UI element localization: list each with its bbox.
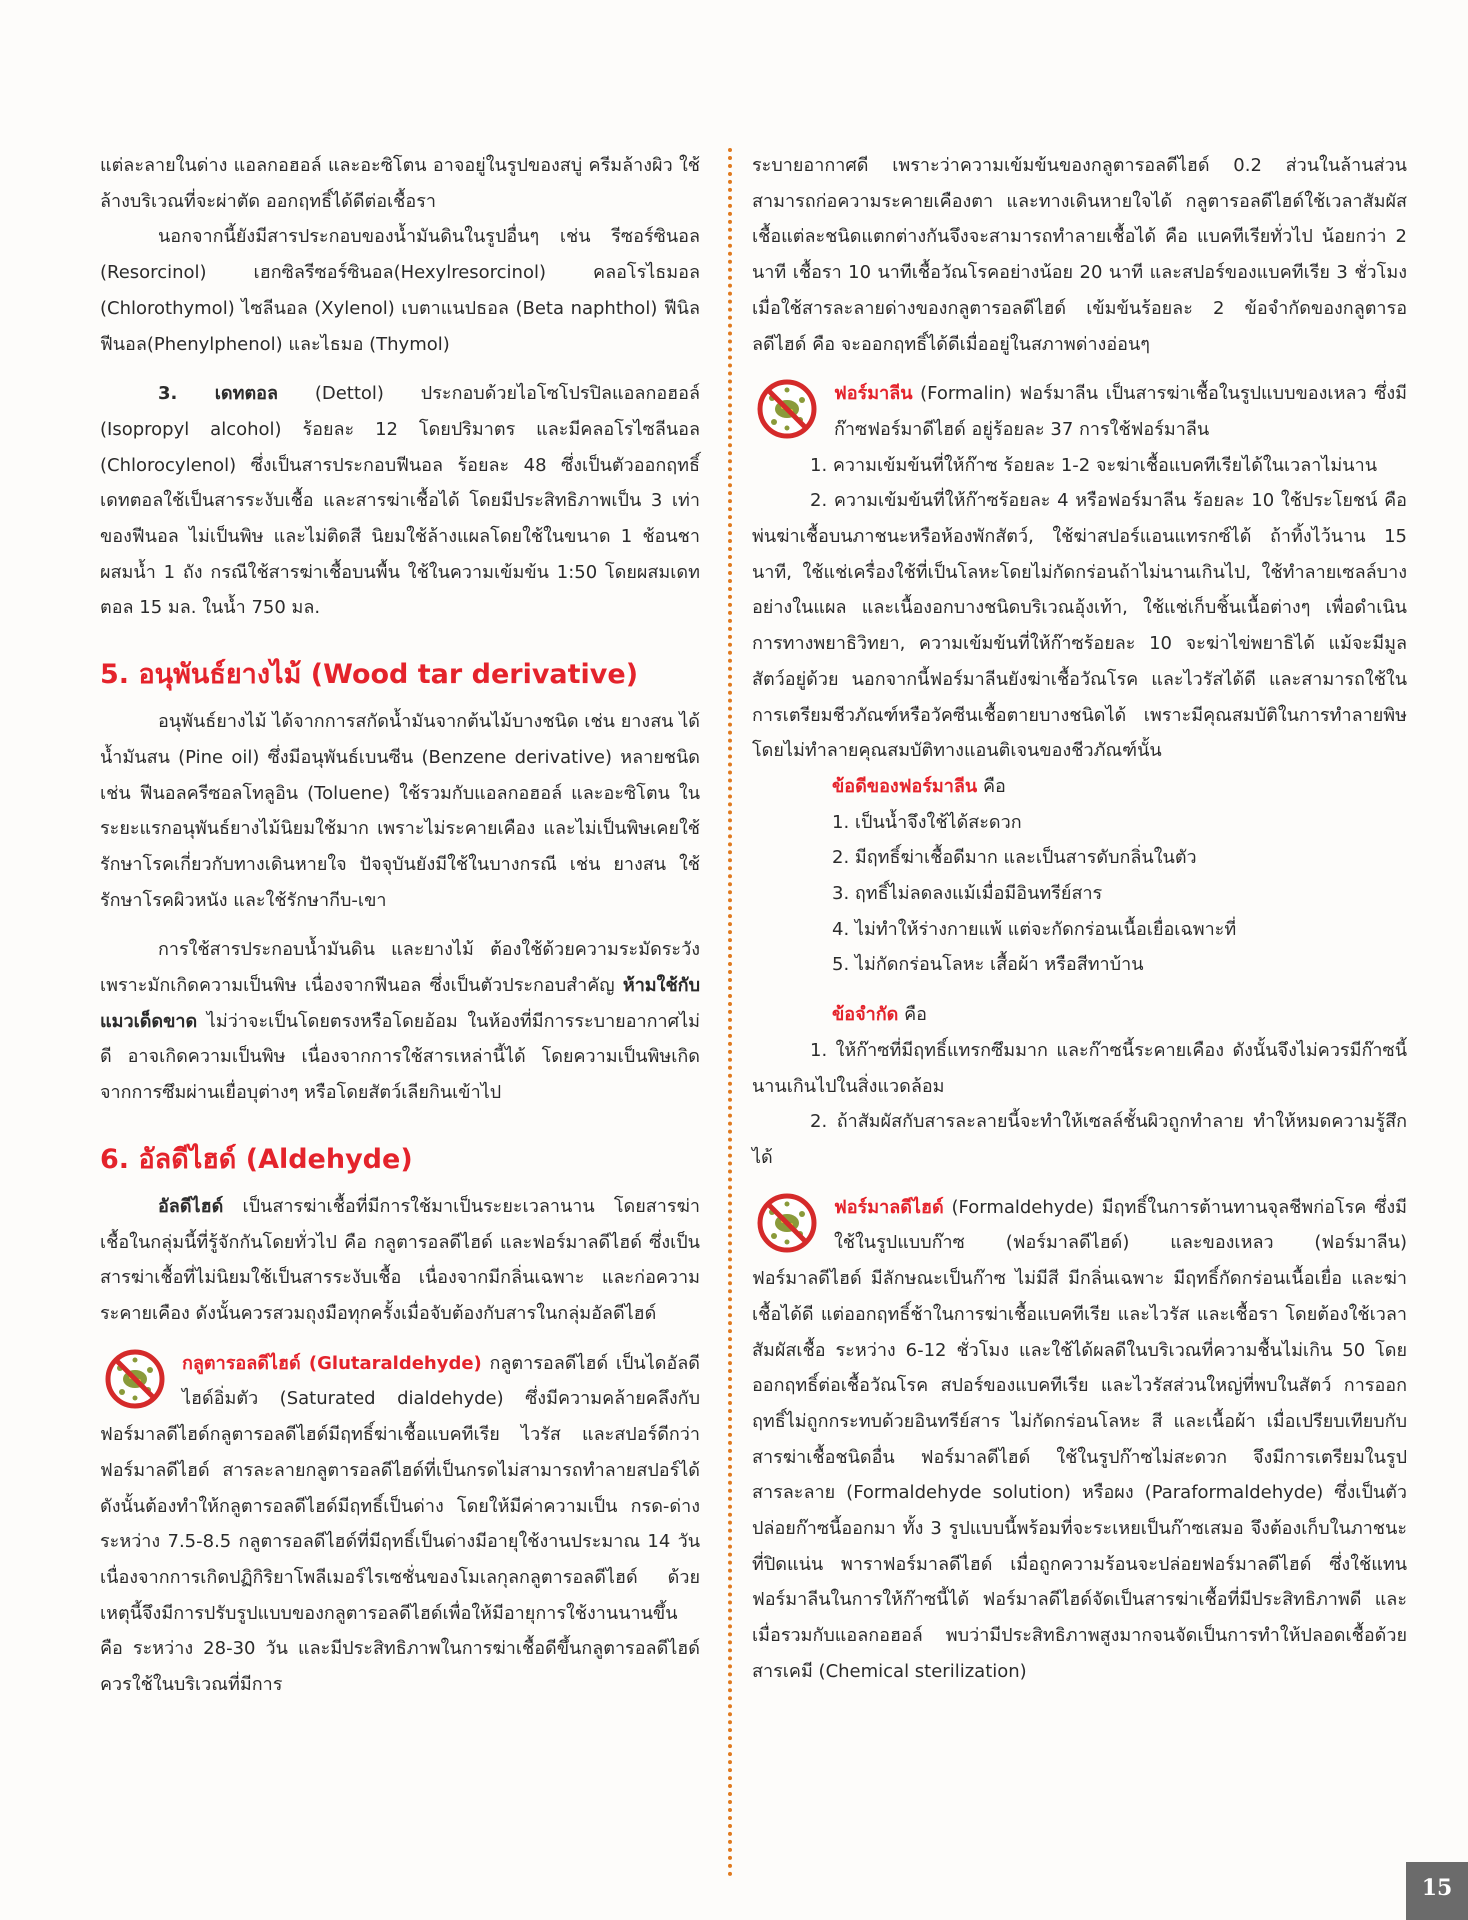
left-column bbox=[100, 148, 700, 1703]
list-item: 2. ถ้าสัมผัสกับสารละลายนี้จะทำให้เซลล์ชั้นผิวถูกทำลาย ทำให้หมดความรู้สึกได้ bbox=[752, 1111, 1407, 1168]
paragraph-warning: การใช้สารประกอบน้ำมันดิน และยางไม้ ต้องใช้ด้วยความระมัดระวัง เพราะมักเกิดความเป็นพิษ เนื่องจากฟีนอล ซึ่งเป็นตัวประกอบสำคัญ ห้ามใช้กับแมวเด็ดขาด ไม่ว่าจะเป็นโดยตรงหรือโดยอ้อม ในห้องที่มีการระบายอากาศไม่ดี อาจเกิดความเป็นพิษ เนื่องจากการใช้สารเหล่านี้ได้ โดยความเป็นพิษเกิดจากการซึมผ่านเยื่อบุต่างๆ หรือโดยสัตว์เลียกินเข้าไป bbox=[100, 939, 700, 1104]
paragraph-glutaraldehyde: กลูตารอลดีไฮด์ (Glutaraldehyde) กลูตารอลดีไฮด์ เป็นไดอัลดีไฮด์อิ่มตัว (Saturated dialdehyde) ซึ่งมีความคล้ายคลึงกับฟอร์มาลดีไฮด์กลูตารอลดีไฮด์มีฤทธิ์ฆ่าเชื้อแบคทีเรีย ไวรัส และสปอร์ดีกว่าฟอร์มาลดีไฮด์ สารละลายกลูตารอลดีไฮด์ที่เป็นกรดไม่สามารถทำลายสปอร์ได้ ดังนั้นต้องทำให้กลูตารอลดีไฮด์มีฤทธิ์เป็นด่าง โดยให้มีค่าความเป็น กรด-ด่าง ระหว่าง 7.5-8.5 กลูตารอลดีไฮด์ที่มีฤทธิ์เป็นด่างมีอายุใช้งานประมาณ 14 วัน เนื่องจากการเกิดปฏิกิริยาโพลีเมอร์ไรเซชั่นของโมเลกุลกลูตารอลดีไฮด์ ด้วยเหตุนี้จึงมีการปรับรูปแบบของกลูตารอลดีไฮด์เพื่อให้มีอายุการใช้งานนานขึ้น คือ ระหว่าง 28-30 วัน และมีประสิทธิภาพในการฆ่าเชื้อดีขึ้นกลูตารอลดีไฮด์ควรใช้ในบริเวณที่มีการ bbox=[100, 1352, 700, 1696]
formalin-title: ฟอร์มาลีน bbox=[834, 383, 913, 405]
formaldehyde-block bbox=[752, 1190, 1407, 1690]
list-item: 2. ความเข้มข้นที่ให้ก๊าซร้อยละ 4 หรือฟอร์มาลีน ร้อยละ 10 ใช้ประโยชน์ คือ พ่นฆ่าเชื้อบนภาชนะหรือห้องพักสัตว์, ใช้ฆ่าสปอร์แอนแทรกซ์ได้ ถ้าทิ้งไว้นาน 15 นาที, ใช้แช่เครื่องใช้ที่เป็นโลหะโดยไม่กัดกร่อนถ้าไม่นานเกินไป, ใช้ทำลายเซลล์บางอย่างในแผล และเนื้องอกบางชนิดบริเวณอุ้งเท้า, ใช้แช่เก็บชิ้นเนื้อต่างๆ เพื่อดำเนินการทางพยาธิวิทยา, ความเข้มข้นที่ให้ก๊าซร้อยละ 10 จะฆ่าไข่พยาธิได้ แม้จะมีมูลสัตว์อยู่ด้วย นอกจากนี้ฟอร์มาลีนยังฆ่าเชื้อวัณโรค และไวรัสได้ดี และสามารถใช้ในการเตรียมชีวภัณฑ์หรือวัคซีนเชื้อตายบางชนิดได้ เพราะมีคุณสมบัติในการทำลายพิษ โดยไม่ทำลายคุณสมบัติทางแอนติเจนของชีวภัณฑ์นั้น bbox=[752, 490, 1407, 762]
right-column bbox=[752, 148, 1407, 1690]
list-item: 3. ฤทธิ์ไม่ลดลงแม้เมื่อมีอินทรีย์สาร bbox=[832, 883, 1103, 905]
page-number: 15 bbox=[1406, 1862, 1468, 1920]
formaldehyde-title: ฟอร์มาลดีไฮด์ bbox=[834, 1196, 944, 1218]
paragraph: ระบายอากาศดี เพราะว่าความเข้มข้นของกลูตารอลดีไฮด์ 0.2 ส่วนในล้านส่วน สามารถก่อความระคายเคืองตา และทางเดินหายใจได้ กลูตารอลดีไฮด์ใช้เวลาสัมผัสเชื้อแต่ละชนิดแตกต่างกันจึงจะสามารถทำลายเชื้อได้ คือ แบคทีเรียทั่วไป น้อยกว่า 2 นาที เชื้อรา 10 นาทีเชื้อวัณโรคอย่างน้อย 20 นาที และสปอร์ของแบคทีเรีย 3 ชั่วโมง เมื่อใช้สารละลายด่างของกลูตารอลดีไฮด์ เข้มข้นร้อยละ 2 ข้อจำกัดของกลูตารอลดีไฮด์ คือ จะออกฤทธิ์ได้ดีเมื่ออยู่ในสภาพด่างอ่อนๆ bbox=[752, 155, 1407, 355]
paragraph-aldehyde: อัลดีไฮด์ เป็นสารฆ่าเชื้อที่มีการใช้มาเป็นระยะเวลานาน โดยสารฆ่าเชื้อในกลุ่มนี้ที่รู้จักกันโดยทั่วไป คือ กลูตารอลดีไฮด์ และฟอร์มาลดีไฮด์ ซึ่งเป็นสารฆ่าเชื้อที่ไม่นิยมใช้เป็นสารระงับเชื้อ เนื่องจากมีกลิ่นเฉพาะ และก่อความระคายเคือง ดังนั้นควรสวมถุงมือทุกครั้งเมื่อจับต้องกับสารในกลุ่มอัลดีไฮด์ bbox=[100, 1195, 700, 1324]
list-item: 4. ไม่ทำให้ร่างกายแพ้ แต่จะกัดกร่อนเนื้อเยื่อเฉพาะที่ bbox=[832, 918, 1237, 940]
paragraph-formaldehyde: ฟอร์มาลดีไฮด์ (Formaldehyde) มีฤทธิ์ในการต้านทานจุลชีพก่อโรค ซึ่งมีใช้ในรูปแบบก๊าซ (ฟอร์มาลดีไฮด์) และของเหลว (ฟอร์มาลีน) ฟอร์มาลดีไฮด์ มีลักษณะเป็นก๊าซ ไม่มีสี มีกลิ่นเฉพาะ มีฤทธิ์กัดกร่อนเนื้อเยื่อ และฆ่าเชื้อได้ดี แต่ออกฤทธิ์ช้าในการฆ่าเชื้อแบคทีเรีย และไวรัส และเชื้อรา โดยต้องใช้เวลาสัมผัสเชื้อ ระหว่าง 6-12 ชั่วโมง และใช้ได้ผลดีในบริเวณที่ความชื้นไม่เกิน 50 โดยออกฤทธิ์ต่อเชื้อวัณโรค สปอร์ของแบคทีเรีย และไวรัสส่วนใหญ่ที่พบในสัตว์ การออกฤทธิ์ไม่ถูกกระทบด้วยอินทรีย์สาร ไม่กัดกร่อนโลหะ สี และเนื้อผ้า เมื่อเปรียบเทียบกับสารฆ่าเชื้อชนิดอื่น ฟอร์มาลดีไฮด์ ใช้ในรูปก๊าซไม่สะดวก จึงมีการเตรียมในรูปสารละลาย (Formaldehyde solution) หรือผง (Paraformaldehyde) ซึ่งเป็นตัวปล่อยก๊าซนี้ออกมา ทั้ง 3 รูปแบบนี้พร้อมที่จะระเหยเป็นก๊าซเสมอ จึงต้องเก็บในภาชนะที่ปิดแน่น พาราฟอร์มาลดีไฮด์ เมื่อถูกความร้อนจะปล่อยฟอร์มาลดีไฮด์ ซึ่งใช้แทนฟอร์มาลีนในการให้ก๊าซนี้ได้ ฟอร์มาลดีไฮด์จัดเป็นสารฆ่าเชื้อที่มีประสิทธิภาพดี และเมื่อรวมกับแอลกอฮอล์ พบว่ามีประสิทธิภาพสูงมากจนจัดเป็นการทำให้ปลอดเชื้อด้วยสารเคมี (Chemical sterilization) bbox=[752, 1196, 1407, 1682]
glutaraldehyde-block bbox=[100, 1346, 700, 1703]
warning-text: ห้ามใช้กับแมวเด็ดขาด bbox=[100, 975, 700, 1032]
no-germ-icon bbox=[100, 1346, 176, 1412]
section-heading-6: 6. อัลดีไฮด์ (Aldehyde) bbox=[100, 1143, 413, 1175]
paragraph: อนุพันธ์ยางไม้ ได้จากการสกัดน้ำมันจากต้นไม้บางชนิด เช่น ยางสน ได้น้ำมันสน (Pine oil) ซึ่งมีอนุพันธ์เบนซีน (Benzene derivative) หลายชนิด เช่น ฟีนอลครีซอลโทลูอิน (Toluene) ใช้รวมกับแอลกอฮอล์ และอะซิโตน ในระยะแรกอนุพันธ์ยางไม้นิยมใช้มาก เพราะไม่ระคายเคือง และไม่เป็นพิษเคยใช้รักษาโรคเกี่ยวกับทางเดินหายใจ ปัจจุบันยังมีใช้ในบางกรณี เช่น ยางสน ใช้รักษาโรคผิวหนัง และใช้รักษากีบ-เขา bbox=[100, 711, 700, 911]
column-divider bbox=[728, 148, 732, 1878]
no-germ-icon bbox=[752, 376, 828, 442]
limitations-heading: ข้อจำกัด คือ bbox=[832, 1004, 927, 1026]
paragraph-formalin: ฟอร์มาลีน (Formalin) ฟอร์มาลีน เป็นสารฆ่าเชื้อในรูปแบบของเหลว ซึ่งมีก๊าซฟอร์มาดีไฮด์ อยู่ร้อยละ 37 การใช้ฟอร์มาลีน bbox=[834, 383, 1407, 440]
list-item: 1. ความเข้มข้นที่ให้ก๊าซ ร้อยละ 1-2 จะฆ่าเชื้อแบคทีเรียได้ในเวลาไม่นาน bbox=[810, 454, 1378, 476]
no-germ-icon bbox=[752, 1190, 828, 1256]
dettol-heading: 3. เดทตอล bbox=[158, 383, 278, 405]
paragraph: นอกจากนี้ยังมีสารประกอบของน้ำมันดินในรูปอื่นๆ เช่น รีซอร์ซินอล (Resorcinol) เฮกซิลรีซอร์ซินอล(Hexylresorcinol) คลอโรไธมอล (Chlorothymol) ไซลีนอล (Xylenol) เบตาแนปธอล (Beta naphthol) ฟีนิลฟีนอล(Phenylphenol) และไธมอ (Thymol) bbox=[100, 226, 700, 355]
list-item: 2. มีฤทธิ์ฆ่าเชื้อดีมาก และเป็นสารดับกลิ่นในตัว bbox=[832, 847, 1197, 869]
list-item: 5. ไม่กัดกร่อนโลหะ เสื้อผ้า หรือสีทาบ้าน bbox=[832, 954, 1144, 976]
paragraph: แต่ละลายในด่าง แอลกอฮอล์ และอะซิโตน อาจอยู่ในรูปของสบู่ ครีมล้างผิว ใช้ล้างบริเวณที่จะผ่าตัด ออกฤทธิ์ได้ดีต่อเชื้อรา bbox=[100, 155, 700, 212]
list-item: 1. เป็นน้ำจึงใช้ได้สะดวก bbox=[832, 811, 1022, 833]
formalin-block bbox=[752, 376, 1407, 447]
paragraph-dettol: 3. เดทตอล (Dettol) ประกอบด้วยไอโซโปรปิลแอลกอฮอล์ (Isopropyl alcohol) ร้อยละ 12 โดยปริมาตร และมีคลอโรไซลีนอล (Chlorocylenol) ซึ่งเป็นสารประกอบฟีนอล ร้อยละ 48 ซึ่งเป็นตัวออกฤทธิ์ เดทตอลใช้เป็นสารระงับเชื้อ และสารฆ่าเชื้อได้ โดยมีประสิทธิภาพเป็น 3 เท่าของฟีนอล ไม่เป็นพิษ และไม่ติดสี นิยมใช้ล้างแผลโดยใช้ในขนาด 1 ช้อนชาผสมน้ำ 1 ถัง กรณีใช้สารฆ่าเชื้อบนพื้น ใช้ในความเข้มข้น 1:50 โดยผสมเดทตอล 15 มล. ในน้ำ 750 มล. bbox=[100, 383, 700, 619]
glutaraldehyde-title: กลูตารอลดีไฮด์ (Glutaraldehyde) bbox=[182, 1352, 482, 1374]
section-heading-5: 5. อนุพันธ์ยางไม้ (Wood tar derivative) bbox=[100, 659, 639, 691]
advantages-heading: ข้อดีของฟอร์มาลีน คือ bbox=[832, 775, 1006, 797]
list-item: 1. ให้ก๊าซที่มีฤทธิ์แทรกซึมมาก และก๊าซนี้ระคายเคือง ดังนั้นจึงไม่ควรมีก๊าซนี้นานเกินไปในสิ่งแวดล้อม bbox=[752, 1039, 1407, 1097]
